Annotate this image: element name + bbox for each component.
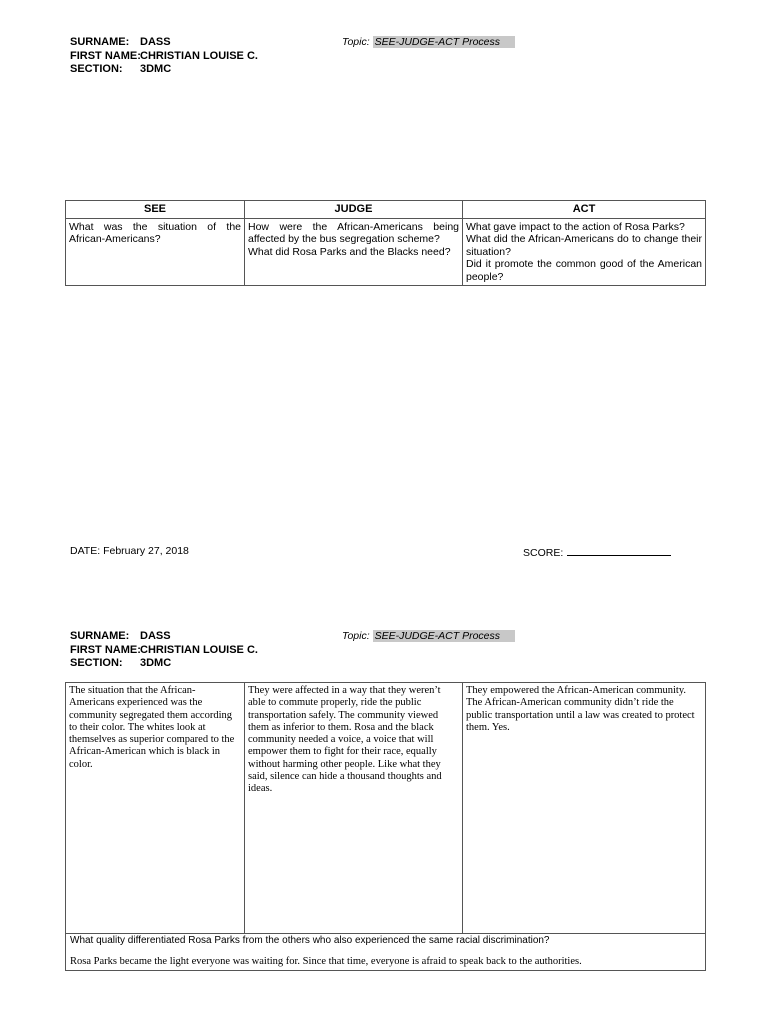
topic-value: SEE-JUDGE-ACT Process bbox=[373, 630, 515, 642]
surname-label: SURNAME: bbox=[70, 630, 130, 642]
see-question: What was the situation of the African-Americans? bbox=[69, 220, 241, 245]
see-questions-cell bbox=[66, 218, 245, 286]
see-answer-cell: The situation that the African-Americans experienced was the community segregated them according to their color. The whites look at themselves as superior compared to the African-American which is black in color. bbox=[66, 683, 245, 934]
score-label: SCORE: bbox=[523, 547, 564, 559]
judge-questions-cell bbox=[245, 218, 463, 286]
surname-value: DASS bbox=[140, 36, 171, 48]
final-question: What quality differentiated Rosa Parks from the others who also experienced the same racial discrimination? bbox=[70, 935, 550, 946]
act-answer-cell: They empowered the African-American community. The African-American community didn’t ride the public transportation until a law was created to protect them. Yes. bbox=[463, 683, 706, 934]
student-info-header bbox=[70, 36, 258, 77]
surname-label: SURNAME: bbox=[70, 36, 130, 48]
date-line bbox=[70, 545, 189, 557]
section-label: SECTION: bbox=[70, 657, 123, 669]
column-header-act: ACT bbox=[463, 201, 706, 219]
final-question-cell bbox=[66, 934, 706, 971]
act-question: What gave impact to the action of Rosa Parks? bbox=[466, 220, 685, 233]
surname-value: DASS bbox=[140, 630, 171, 642]
column-header-judge: JUDGE bbox=[245, 201, 463, 219]
topic-label: Topic: bbox=[342, 36, 370, 48]
first-name-label: FIRST NAME: bbox=[70, 643, 141, 656]
first-name-value: CHRISTIAN LOUISE C. bbox=[140, 643, 258, 656]
date-value: February 27, 2018 bbox=[103, 545, 189, 557]
answers-table bbox=[65, 682, 706, 971]
judge-answer-cell: They were affected in a way that they weren’t able to commute properly, ride the public transportation safely. The community viewed them as inferior to them. Rosa and the black community needed a voice, a voice that will empower them to fight for their race, equally without harming other people. Like what they said, silence can hide a thousand thoughts and ideas. bbox=[245, 683, 463, 934]
student-info-header bbox=[70, 630, 258, 671]
date-label: DATE: bbox=[70, 545, 101, 557]
score-blank[interactable] bbox=[567, 545, 671, 556]
judge-question: How were the African-Americans being affected by the bus segregation scheme? bbox=[248, 220, 459, 245]
act-question: What did the African-Americans do to change their situation? bbox=[466, 233, 702, 258]
topic-line bbox=[342, 630, 515, 642]
topic-line bbox=[342, 36, 515, 48]
section-label: SECTION: bbox=[70, 63, 123, 75]
act-questions-cell bbox=[463, 218, 706, 286]
topic-value: SEE-JUDGE-ACT Process bbox=[373, 36, 515, 48]
questions-table bbox=[65, 200, 706, 286]
judge-question: What did Rosa Parks and the Blacks need? bbox=[248, 245, 451, 258]
topic-label: Topic: bbox=[342, 630, 370, 642]
section-value: 3DMC bbox=[140, 657, 172, 669]
final-answer: Rosa Parks became the light everyone was waiting for. Since that time, everyone is afraid to speak back to the authorities. bbox=[70, 956, 582, 967]
first-name-value: CHRISTIAN LOUISE C. bbox=[140, 49, 258, 62]
score-line bbox=[523, 545, 671, 559]
column-header-see: SEE bbox=[66, 201, 245, 219]
first-name-label: FIRST NAME: bbox=[70, 49, 141, 62]
section-value: 3DMC bbox=[140, 63, 172, 75]
act-question: Did it promote the common good of the American people? bbox=[466, 258, 702, 283]
